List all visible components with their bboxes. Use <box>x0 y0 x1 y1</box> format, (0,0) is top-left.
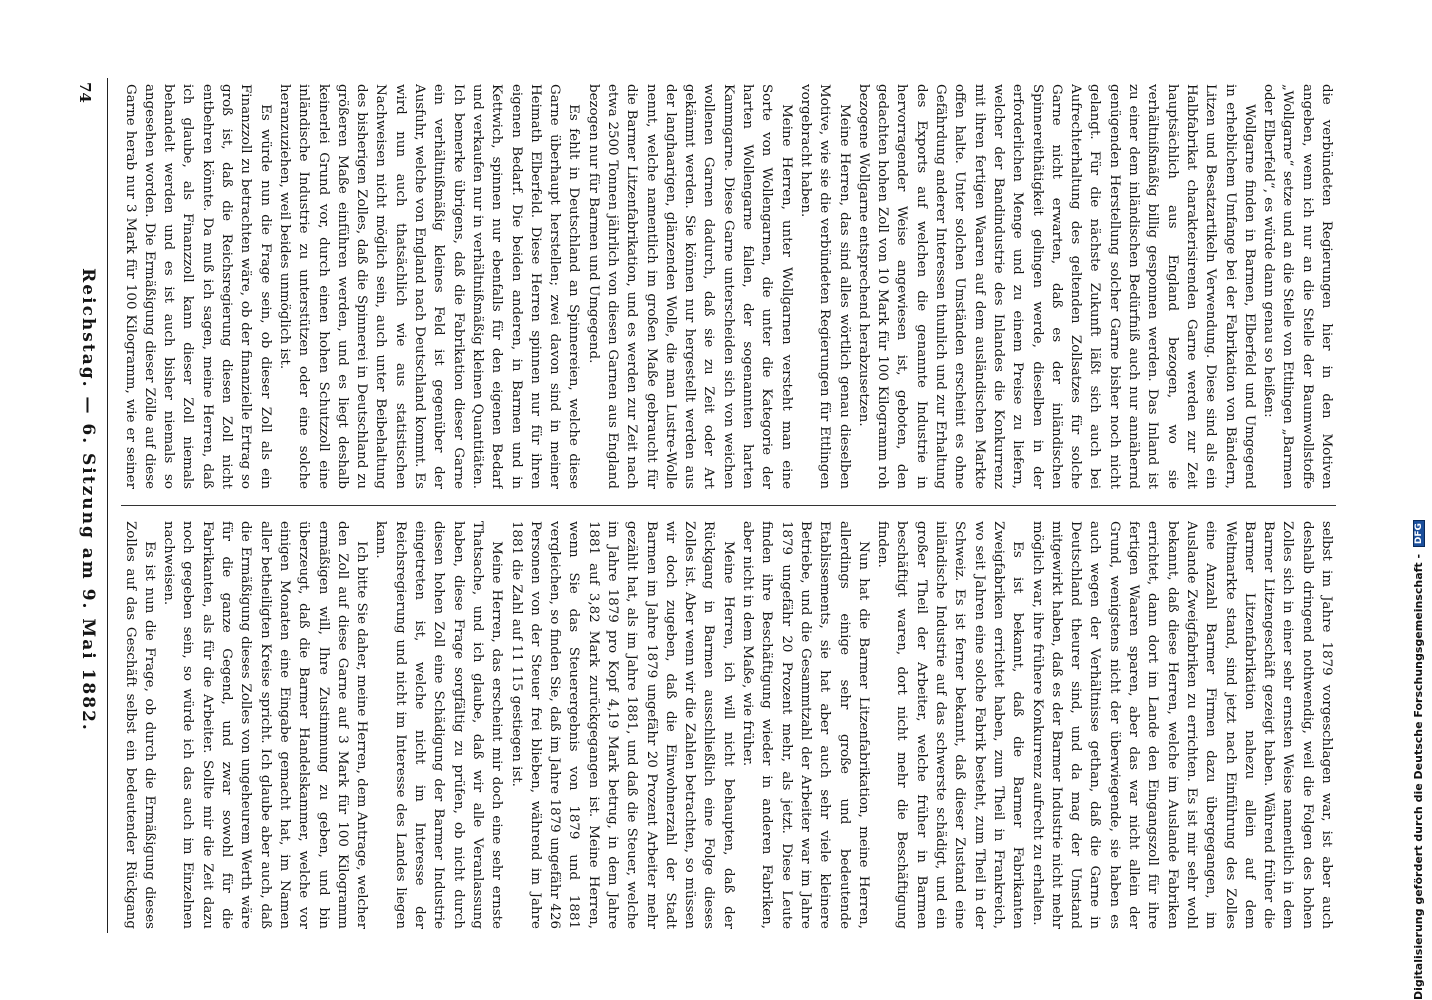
paragraph: Meine Herren, ich will nicht behaupten, daß der Rückgang in Barmen ausschließlich eine Folge dieses Zolles ist. Aber wenn wir die Zahlen betrachten, so müssen wir doch zugeben, daß die Einwohnerzahl der Stadt Barmen im Jahre 1879 ungefähr 20 Prozent Arbeiter mehr gezählt hat, als im Jahre 1881, und daß die Steuer, welche im Jahre 1879 pro Kopf 4,19 Mark betrug, in dem Jahre 1881 auf 3,82 Mark zurückgegangen ist. Meine Herren, wenn Sie das Steuerergebnis von 1879 und 1881 vergleichen, so finden Sie, daß im Jahre 1879 ungefähr 426 Personen von der Steuer frei blieben, während im Jahre 1881 die Zahl auf 11 115 gestiegen ist. <box>508 521 736 929</box>
paragraph: Es ist nun die Frage, ob durch die Ermäßigung dieses Zolles auf das Geschäft selbst ein bedeutender Rückgang <box>122 521 157 929</box>
text-column-left <box>121 84 1336 489</box>
text-column-right <box>121 521 1336 929</box>
column-divider <box>121 505 1336 506</box>
running-head: Reichstag. — 6. Sitzung am 9. Mai 1882. <box>78 268 98 732</box>
footer-text: Digitalisierung gefördert durch die Deutsche Forschungsgemeinschaft - <box>1412 553 1425 1000</box>
paragraph: Meine Herren, das erscheint mir doch eine sehr ernste Thatsache, und ich glaube, daß wir alle Veranlassung haben, diese Frage sorgfältig zu prüfen, ob nicht durch diesen hohen Zoll eine Schädigung der Barmer Industrie eingetreten ist, welche nicht im Interesse der Reichsregierung und nicht im Interesse des Landes liegen kann. <box>373 521 505 929</box>
paragraph: Meine Herren, unter Wollgarnen versteht man eine Sorte von Wollengarnen, die unter die Kategorie der harten Wollengarne fallen, der sogenannten harten Kammgarne. Diese Garne unterscheiden sich von weichen wollenen Garnen dadurch, daß sie zu Zeit oder Art gekämmt werden. Sie können nur hergestellt werden aus der langhaarigen, glänzenden Wolle, die man Lustre-Wolle nennt, welche namentlich im großen Maße gebraucht für die Barmer Litzenfabrikation, und es werden zur Zeit nach etwa 2500 Tonnen jährlich von diesen Garnen aus England bezogen nur für Barmen und Umgegend. <box>585 84 794 489</box>
paragraph: Es ist bekannt, daß die Barmer Fabrikanten Zweigfabriken errichtet haben, zum Theil in Frankreich, wo seit Jahren eine solche Fabrik besteht, zum Theil in der Schweiz. Es ist ferner bekannt, daß dieser Zustand eine inländische Industrie auf das schwerste schädigt, und ein großer Theil der Arbeiter, welche früher in Barmen beschäftigt waren, dort nicht mehr die Beschäftigung finden. <box>875 521 1026 929</box>
paragraph: Ich bitte Sie daher, meine Herren, dem Antrage, welcher den Zoll auf diese Garne auf 3 Mark für 100 Kilogramm ermäßigen will, Ihre Zustimmung zu geben, und bin überzeugt, daß die Barmer Handelskammer, welche vor einigen Monaten eine Eingabe gemacht hat, im Namen aller betheiligten Kreise spricht. Ich glaube aber auch, daß die Ermäßigung dieses Zolles von ungeheurem Werth wäre für die ganze Gegend, und zwar sowohl für die Fabrikanten, als für die Arbeiter. Sollte mir die Zeit dazu noch gegeben sein, so würde ich das auch im Einzelnen nachweisen. <box>161 521 370 929</box>
paragraph: Wollgarne finden in Barmen, Elberfeld und Umgegend in erheblichem Umfange bei der Fabrikation von Bändern, Litzen und Besatzartikeln Verwendung. Diese sind als ein Halbfabrikat charakterisirenden Garne werden zur Zeit hauptsächlich aus England bezogen, wo sie verhältnißmäßig billig gesponnen werden. Das Inland ist zu einer dem inländischen Bedürfniß auch nur annähernd genügenden Herstellung solcher Garne bisher noch nicht gelangt. Für die nächste Zukunft läßt sich auch bei Aufrechterhaltung des geltenden Zollsatzes für solche Garne nicht erwarten, daß es der inländischen Spinnereithätigkeit gelingen werde, dieselben in der erforderlichen Menge und zu einem Preise zu liefern, welcher der Bandindustrie des Inlandes die Konkurrenz mit ihren fertigen Waaren auf dem ausländischen Markte offen halte. Unter solchen Umständen erscheint es ohne Gefährdung anderer Interessen thunlich und zur Erhaltung des Exports auf welchen die genannte Industrie in hervorragender Weise angewiesen ist, geboten, den gedachten hohen Zoll von 10 Mark für 100 Kilogramm roh bezogene Wollgarne entsprechend herabzusetzen. <box>855 84 1257 489</box>
paragraph: selbst im Jahre 1879 vorgeschlagen war, ist aber auch deshalb dringend nothwendig, weil die Folgen des hohen Zolles sich in einer sehr ernsten Weise namentlich in dem Barmer Litzengeschäft gezeigt haben. Während früher die Barmer Litzenfabrikation nahezu allein auf dem Weltmarkte stand, sind jetzt nach Einführung des Zolles eine Anzahl Barmer Firmen dazu übergegangen, im Auslande Zweigfabriken zu errichten. Es ist mir sehr wohl bekannt, daß diese Herren, welche im Auslande Fabriken errichtet, dann dort im Lande den Eingangszoll für ihre fertigen Waaren sparen, aber das war nicht allein der Grund, wenigstens nicht der überwiegende, sie haben es auch wegen der Verhältnisse gethan, daß die Garne in Deutschland theurer sind, und da mag der Umstand mitgewirkt haben, daß es der Barmer Industrie nicht mehr möglich war, ihre frühere Konkurrenz aufrecht zu erhalten. <box>1029 521 1334 929</box>
paragraph: Meine Herren, das sind alles wörtlich genau dieselben Motive, wie sie die verbündeten Regierungen für Ettlingen vorgebracht haben. <box>797 84 852 489</box>
paragraph: Es würde nun die Frage sein, ob dieser Zoll als ein Finanzzoll zu betrachten wäre, ob der finanzielle Ertrag so groß ist, daß die Reichsregierung diesen Zoll nicht entbehren könnte. Da muß ich sagen, meine Herren, daß ich glaube, als Finanzzoll kann dieser Zoll niemals behandelt werden und es ist auch bisher niemals so angesehen worden. Die Ermäßigung dieser Zölle auf diese Garne herab nur 3 Mark für 100 Kilogramm, wie er seiner <box>122 84 273 489</box>
paragraph: Es fehlt in Deutschland an Spinnereien, welche diese Garne überhaupt herstellen; zwei davon sind in meiner Heimath Elberfeld. Diese Herren spinnen nur für ihren eigenen Bedarf. Die beiden anderen, in Barmen und in Kettwich, spinnen nur ebenfalls für den eigenen Bedarf und verkaufen nur in verhältnißmäßig kleinen Quantitäten. Ich bemerke übrigens, daß die Fabrikation dieser Garne ein verhältnißmäßig kleines Feld ist gegenüber der Ausfuhr, welche von England nach Deutschland kommt. Es wird nun auch thatsächlich wie aus statistischen Nachweisen nicht möglich sein, auch unter Beibehaltung des bisherigen Zolles, daß die Spinnerei in Deutschland zu größeren Maße einführen werden, und es liegt deshalb keinerlei Grund vor, durch einen hohen Schutzzoll eine inländische Industrie zu unterstützen oder eine solche heranzuziehen, weil beides unmöglich ist. <box>276 84 582 489</box>
paragraph: Nun hat die Barmer Litzenfabrikation, meine Herren, allerdings einige sehr große und bedeutende Etablissements, sie hat aber auch sehr viele kleinere Betriebe, und die Gesammtzahl der Arbeiter war im Jahre 1879 ungefähr 20 Prozent mehr, als jetzt. Diese Leute finden ihre Beschäftigung wieder in anderen Fabriken, aber nicht in dem Maße, wie früher. <box>740 521 871 929</box>
digitization-footer <box>1412 520 1425 1000</box>
dfg-logo: DFG <box>1413 520 1425 547</box>
header-rule <box>107 78 108 933</box>
page-number: 74 <box>76 82 94 103</box>
paragraph: die verbündeten Regierungen hier in den Motiven angeben, wenn ich nur an die Stelle der Baumwollstoffe „Wollgarne“ setze und an die Stelle von Ettlingen „Barmen oder Elberfeld“, es würde dann genau so heißen: <box>1261 84 1334 489</box>
